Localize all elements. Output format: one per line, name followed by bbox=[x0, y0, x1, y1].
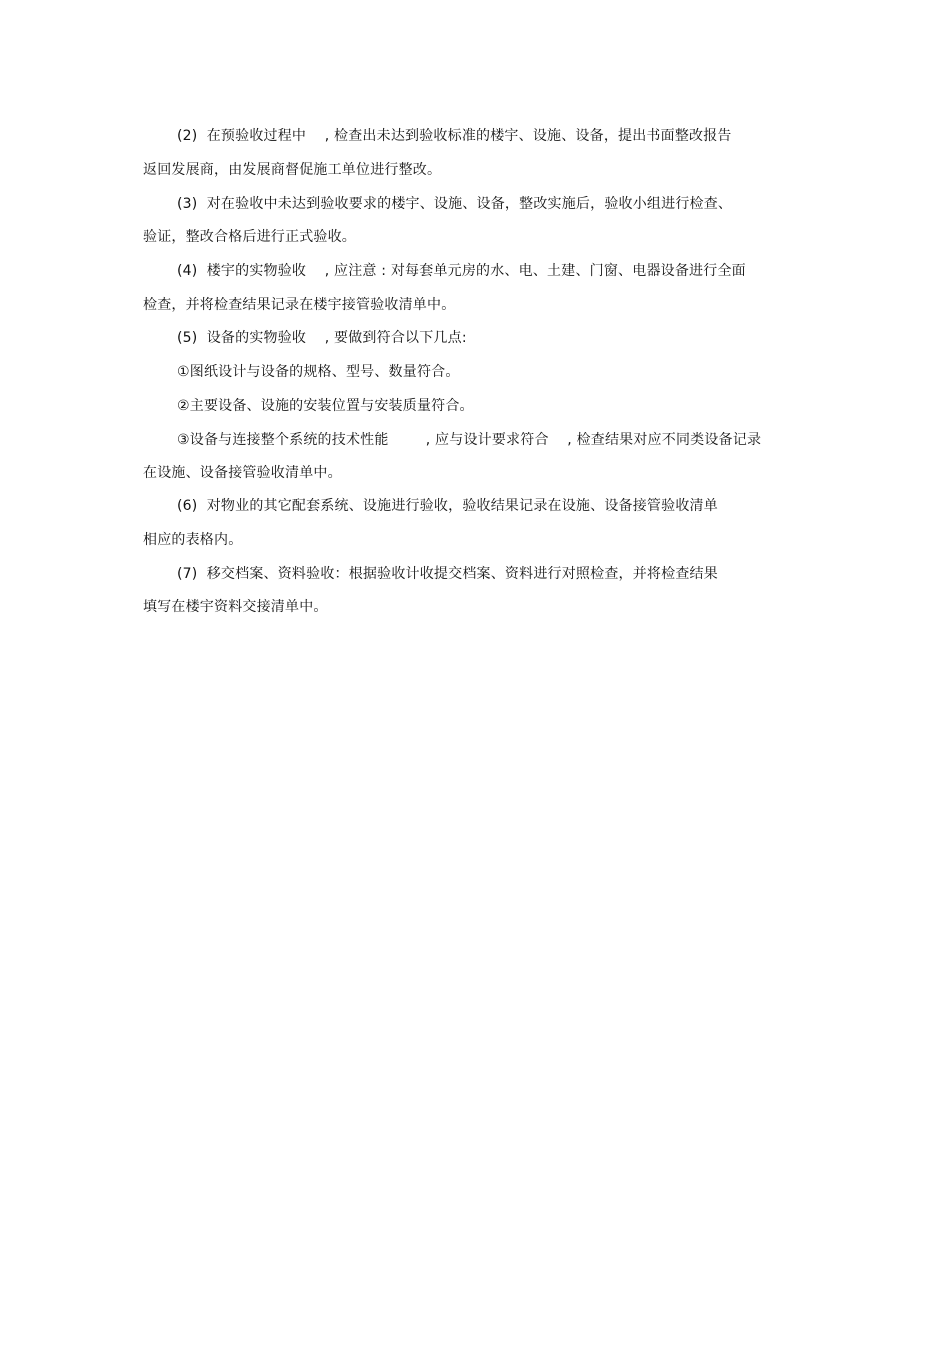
list-item-3-line-2: 在设施、设备接管验收清单中。 bbox=[143, 465, 342, 481]
paragraph-5-line-1: (5) 设备的实物验收 , 要做到符合以下几点: bbox=[177, 330, 467, 346]
paragraph-7-line-1: (7) 移交档案、资料验收：根据验收计收提交档案、资料进行对照检查，并将检查结果 bbox=[177, 566, 718, 582]
paragraph-2-line-1: (2) 在预验收过程中 , 检查出未达到验收标准的楼宇、设施、设备，提出书面整改报告 bbox=[177, 128, 732, 144]
paragraph-6-line-1: (6) 对物业的其它配套系统、设施进行验收，验收结果记录在设施、设备接管验收清单 bbox=[177, 498, 718, 514]
paragraph-2-line-2: 返回发展商，由发展商督促施工单位进行整改。 bbox=[143, 162, 442, 178]
paragraph-3-line-2: 验证，整改合格后进行正式验收。 bbox=[143, 229, 356, 245]
paragraph-3-line-1: (3) 对在验收中未达到验收要求的楼宇、设施、设备，整改实施后，验收小组进行检查、 bbox=[177, 196, 733, 212]
paragraph-4-line-1: (4) 楼宇的实物验收 , 应注意 : 对每套单元房的水、电、土建、门窗、电器设备进行全面 bbox=[177, 263, 746, 279]
paragraph-4-line-2: 检查，并将检查结果记录在楼宇接管验收清单中。 bbox=[143, 297, 456, 313]
paragraph-7-line-2: 填写在楼宇资料交接清单中。 bbox=[143, 599, 328, 615]
list-item-2: ②主要设备、设施的安装位置与安装质量符合。 bbox=[177, 398, 474, 414]
list-item-1: ①图纸设计与设备的规格、型号、数量符合。 bbox=[177, 364, 460, 380]
paragraph-6-line-2: 相应的表格内。 bbox=[143, 532, 243, 548]
list-item-3-line-1: ③设备与连接整个系统的技术性能 , 应与设计要求符合 , 检查结果对应不同类设备记录 bbox=[177, 432, 762, 448]
